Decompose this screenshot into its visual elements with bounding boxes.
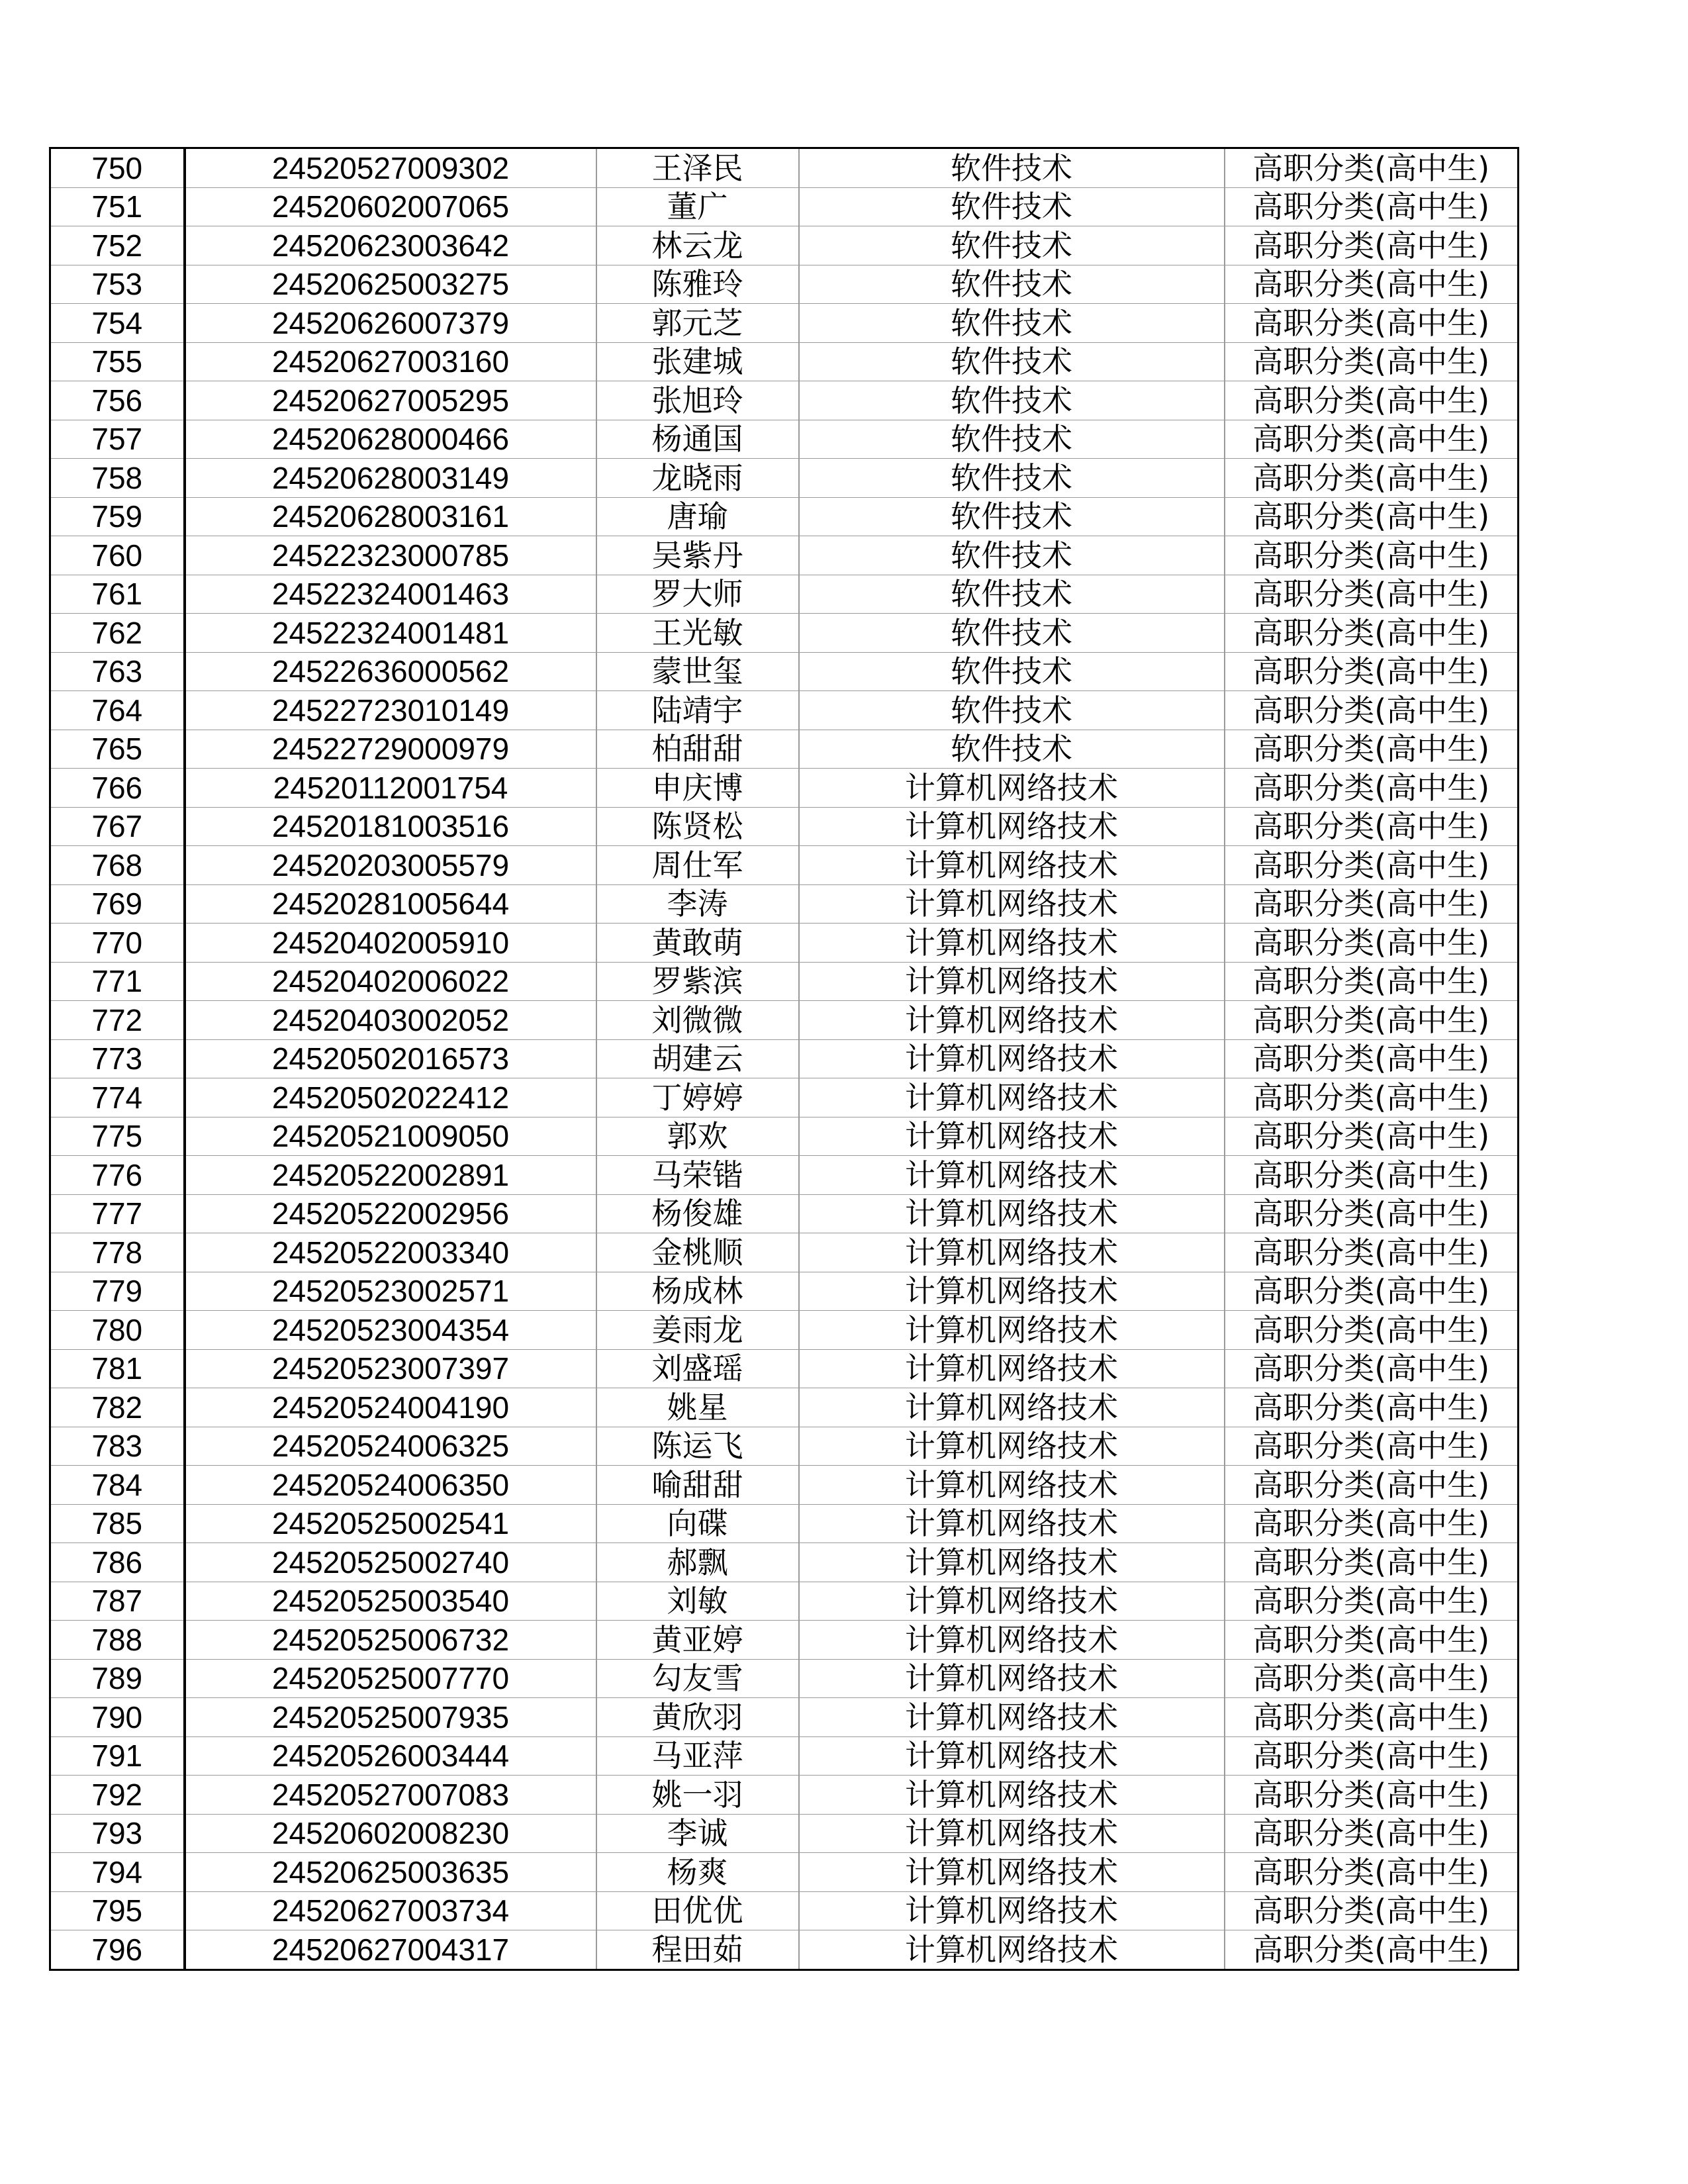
table-row (50, 304, 1519, 343)
table-row (50, 536, 1519, 575)
category-cell: 高职分类(高中生) (1225, 148, 1519, 188)
student-name-cell: 郝飘 (596, 1543, 799, 1582)
category-cell: 高职分类(高中生) (1225, 1891, 1519, 1930)
major-cell: 计算机网络技术 (799, 1621, 1225, 1660)
seq-number-cell: 771 (50, 962, 185, 1001)
category-cell: 高职分类(高中生) (1225, 1698, 1519, 1737)
seq-number-cell: 787 (50, 1582, 185, 1621)
major-cell: 软件技术 (799, 730, 1225, 769)
seq-number-cell: 776 (50, 1156, 185, 1195)
seq-number-cell: 753 (50, 265, 185, 304)
table-row (50, 1311, 1519, 1350)
table-row (50, 1736, 1519, 1776)
student-name-cell: 林云龙 (596, 226, 799, 265)
table-row (50, 1930, 1519, 1970)
exam-number-cell: 24520112001754 (185, 769, 596, 808)
category-cell: 高职分类(高中生) (1225, 304, 1519, 343)
student-name-cell: 陆靖宇 (596, 691, 799, 730)
seq-number-cell: 781 (50, 1349, 185, 1388)
exam-number-cell: 24520526003444 (185, 1736, 596, 1776)
category-cell: 高职分类(高中生) (1225, 1156, 1519, 1195)
table-row (50, 575, 1519, 614)
exam-number-cell: 24522636000562 (185, 652, 596, 691)
seq-number-cell: 755 (50, 342, 185, 381)
category-cell: 高职分类(高中生) (1225, 807, 1519, 846)
exam-number-cell: 24520602007065 (185, 187, 596, 226)
category-cell: 高职分类(高中生) (1225, 1427, 1519, 1466)
exam-number-cell: 24520523004354 (185, 1311, 596, 1350)
category-cell: 高职分类(高中生) (1225, 1659, 1519, 1698)
exam-number-cell: 24520625003635 (185, 1853, 596, 1892)
table-row (50, 1543, 1519, 1582)
major-cell: 计算机网络技术 (799, 1427, 1225, 1466)
category-cell: 高职分类(高中生) (1225, 1272, 1519, 1311)
table-row (50, 459, 1519, 498)
student-name-cell: 董广 (596, 187, 799, 226)
table-row (50, 614, 1519, 653)
major-cell: 软件技术 (799, 304, 1225, 343)
exam-number-cell: 24522324001463 (185, 575, 596, 614)
student-name-cell: 唐瑜 (596, 497, 799, 536)
student-name-cell: 马亚萍 (596, 1736, 799, 1776)
table-row (50, 1504, 1519, 1543)
student-name-cell: 刘盛瑶 (596, 1349, 799, 1388)
exam-number-cell: 24520627005295 (185, 381, 596, 420)
exam-number-cell: 24520522002891 (185, 1156, 596, 1195)
category-cell: 高职分类(高中生) (1225, 884, 1519, 924)
major-cell: 计算机网络技术 (799, 1272, 1225, 1311)
table-row (50, 1117, 1519, 1156)
exam-number-cell: 24522729000979 (185, 730, 596, 769)
table-row (50, 1272, 1519, 1311)
table-row (50, 1194, 1519, 1233)
table-row (50, 1582, 1519, 1621)
student-name-cell: 杨成林 (596, 1272, 799, 1311)
exam-number-cell: 24520626007379 (185, 304, 596, 343)
major-cell: 计算机网络技术 (799, 924, 1225, 963)
major-cell: 软件技术 (799, 459, 1225, 498)
major-cell: 计算机网络技术 (799, 1194, 1225, 1233)
seq-number-cell: 768 (50, 846, 185, 885)
student-name-cell: 周仕军 (596, 846, 799, 885)
table-row (50, 962, 1519, 1001)
major-cell: 计算机网络技术 (799, 1736, 1225, 1776)
seq-number-cell: 780 (50, 1311, 185, 1350)
exam-number-cell: 24520627003734 (185, 1891, 596, 1930)
table-row (50, 1776, 1519, 1815)
category-cell: 高职分类(高中生) (1225, 459, 1519, 498)
exam-number-cell: 24520522002956 (185, 1194, 596, 1233)
table-row (50, 1156, 1519, 1195)
category-cell: 高职分类(高中生) (1225, 342, 1519, 381)
category-cell: 高职分类(高中生) (1225, 1930, 1519, 1970)
exam-number-cell: 24520602008230 (185, 1814, 596, 1853)
student-name-cell: 罗大师 (596, 575, 799, 614)
exam-number-cell: 24520522003340 (185, 1233, 596, 1272)
seq-number-cell: 788 (50, 1621, 185, 1660)
exam-number-cell: 24520525006732 (185, 1621, 596, 1660)
major-cell: 计算机网络技术 (799, 1311, 1225, 1350)
category-cell: 高职分类(高中生) (1225, 846, 1519, 885)
seq-number-cell: 796 (50, 1930, 185, 1970)
major-cell: 计算机网络技术 (799, 962, 1225, 1001)
seq-number-cell: 759 (50, 497, 185, 536)
major-cell: 计算机网络技术 (799, 846, 1225, 885)
table-row (50, 1349, 1519, 1388)
major-cell: 软件技术 (799, 614, 1225, 653)
major-cell: 软件技术 (799, 148, 1225, 188)
category-cell: 高职分类(高中生) (1225, 1466, 1519, 1505)
seq-number-cell: 756 (50, 381, 185, 420)
major-cell: 计算机网络技术 (799, 1853, 1225, 1892)
seq-number-cell: 764 (50, 691, 185, 730)
major-cell: 软件技术 (799, 420, 1225, 459)
student-name-cell: 姜雨龙 (596, 1311, 799, 1350)
major-cell: 计算机网络技术 (799, 1039, 1225, 1078)
student-name-cell: 柏甜甜 (596, 730, 799, 769)
student-name-cell: 刘微微 (596, 1001, 799, 1040)
exam-number-cell: 24520524006350 (185, 1466, 596, 1505)
seq-number-cell: 782 (50, 1388, 185, 1427)
major-cell: 软件技术 (799, 536, 1225, 575)
student-name-cell: 吴紫丹 (596, 536, 799, 575)
seq-number-cell: 766 (50, 769, 185, 808)
exam-number-cell: 24520502016573 (185, 1039, 596, 1078)
major-cell: 软件技术 (799, 226, 1225, 265)
student-name-cell: 杨爽 (596, 1853, 799, 1892)
student-name-cell: 王光敏 (596, 614, 799, 653)
seq-number-cell: 767 (50, 807, 185, 846)
student-name-cell: 张旭玲 (596, 381, 799, 420)
category-cell: 高职分类(高中生) (1225, 265, 1519, 304)
table-row (50, 1078, 1519, 1117)
student-name-cell: 黄亚婷 (596, 1621, 799, 1660)
table-row (50, 1039, 1519, 1078)
seq-number-cell: 792 (50, 1776, 185, 1815)
exam-number-cell: 24520524004190 (185, 1388, 596, 1427)
major-cell: 软件技术 (799, 575, 1225, 614)
table-row (50, 652, 1519, 691)
exam-number-cell: 24520525002740 (185, 1543, 596, 1582)
major-cell: 计算机网络技术 (799, 1698, 1225, 1737)
exam-number-cell: 24520523002571 (185, 1272, 596, 1311)
seq-number-cell: 765 (50, 730, 185, 769)
category-cell: 高职分类(高中生) (1225, 691, 1519, 730)
exam-number-cell: 24520525002541 (185, 1504, 596, 1543)
major-cell: 计算机网络技术 (799, 1814, 1225, 1853)
student-name-cell: 黄敢萌 (596, 924, 799, 963)
table-row (50, 769, 1519, 808)
table-row (50, 342, 1519, 381)
exam-number-cell: 24520402006022 (185, 962, 596, 1001)
student-name-cell: 陈贤松 (596, 807, 799, 846)
category-cell: 高职分类(高中生) (1225, 187, 1519, 226)
student-name-cell: 龙晓雨 (596, 459, 799, 498)
table-row (50, 691, 1519, 730)
student-name-cell: 陈雅玲 (596, 265, 799, 304)
exam-number-cell: 24520627003160 (185, 342, 596, 381)
major-cell: 计算机网络技术 (799, 1776, 1225, 1815)
major-cell: 计算机网络技术 (799, 1930, 1225, 1970)
exam-number-cell: 24522723010149 (185, 691, 596, 730)
table-row (50, 187, 1519, 226)
major-cell: 计算机网络技术 (799, 1078, 1225, 1117)
exam-number-cell: 24520402005910 (185, 924, 596, 963)
exam-number-cell: 24520502022412 (185, 1078, 596, 1117)
table-row (50, 807, 1519, 846)
seq-number-cell: 791 (50, 1736, 185, 1776)
category-cell: 高职分类(高中生) (1225, 1311, 1519, 1350)
category-cell: 高职分类(高中生) (1225, 1117, 1519, 1156)
table-row (50, 381, 1519, 420)
student-name-cell: 姚一羽 (596, 1776, 799, 1815)
seq-number-cell: 772 (50, 1001, 185, 1040)
student-name-cell: 刘敏 (596, 1582, 799, 1621)
seq-number-cell: 752 (50, 226, 185, 265)
major-cell: 软件技术 (799, 497, 1225, 536)
table-row (50, 730, 1519, 769)
table-row (50, 226, 1519, 265)
category-cell: 高职分类(高中生) (1225, 924, 1519, 963)
seq-number-cell: 760 (50, 536, 185, 575)
student-name-cell: 勾友雪 (596, 1659, 799, 1698)
category-cell: 高职分类(高中生) (1225, 1504, 1519, 1543)
category-cell: 高职分类(高中生) (1225, 497, 1519, 536)
major-cell: 计算机网络技术 (799, 769, 1225, 808)
student-name-cell: 王泽民 (596, 148, 799, 188)
category-cell: 高职分类(高中生) (1225, 1388, 1519, 1427)
student-name-cell: 蒙世玺 (596, 652, 799, 691)
seq-number-cell: 775 (50, 1117, 185, 1156)
category-cell: 高职分类(高中生) (1225, 575, 1519, 614)
table-row (50, 884, 1519, 924)
seq-number-cell: 777 (50, 1194, 185, 1233)
student-name-cell: 杨俊雄 (596, 1194, 799, 1233)
seq-number-cell: 774 (50, 1078, 185, 1117)
major-cell: 计算机网络技术 (799, 1891, 1225, 1930)
table-row (50, 1621, 1519, 1660)
seq-number-cell: 758 (50, 459, 185, 498)
seq-number-cell: 751 (50, 187, 185, 226)
exam-number-cell: 24520525007770 (185, 1659, 596, 1698)
table-row (50, 1233, 1519, 1272)
student-name-cell: 姚星 (596, 1388, 799, 1427)
category-cell: 高职分类(高中生) (1225, 1233, 1519, 1272)
student-name-cell: 喻甜甜 (596, 1466, 799, 1505)
student-name-cell: 张建城 (596, 342, 799, 381)
student-name-cell: 田优优 (596, 1891, 799, 1930)
major-cell: 计算机网络技术 (799, 807, 1225, 846)
seq-number-cell: 761 (50, 575, 185, 614)
category-cell: 高职分类(高中生) (1225, 1001, 1519, 1040)
exam-number-cell: 24520623003642 (185, 226, 596, 265)
major-cell: 计算机网络技术 (799, 1156, 1225, 1195)
table-row (50, 1001, 1519, 1040)
category-cell: 高职分类(高中生) (1225, 1194, 1519, 1233)
student-name-cell: 李涛 (596, 884, 799, 924)
category-cell: 高职分类(高中生) (1225, 1543, 1519, 1582)
roster-table-body (50, 148, 1519, 1970)
major-cell: 软件技术 (799, 265, 1225, 304)
exam-number-cell: 24522324001481 (185, 614, 596, 653)
major-cell: 计算机网络技术 (799, 1466, 1225, 1505)
major-cell: 计算机网络技术 (799, 1659, 1225, 1698)
category-cell: 高职分类(高中生) (1225, 1776, 1519, 1815)
category-cell: 高职分类(高中生) (1225, 381, 1519, 420)
student-name-cell: 郭欢 (596, 1117, 799, 1156)
major-cell: 计算机网络技术 (799, 1504, 1225, 1543)
category-cell: 高职分类(高中生) (1225, 1736, 1519, 1776)
category-cell: 高职分类(高中生) (1225, 652, 1519, 691)
exam-number-cell: 24522323000785 (185, 536, 596, 575)
student-name-cell: 黄欣羽 (596, 1698, 799, 1737)
seq-number-cell: 785 (50, 1504, 185, 1543)
student-name-cell: 陈运飞 (596, 1427, 799, 1466)
seq-number-cell: 779 (50, 1272, 185, 1311)
table-row (50, 1853, 1519, 1892)
category-cell: 高职分类(高中生) (1225, 420, 1519, 459)
major-cell: 计算机网络技术 (799, 1582, 1225, 1621)
category-cell: 高职分类(高中生) (1225, 1078, 1519, 1117)
seq-number-cell: 789 (50, 1659, 185, 1698)
category-cell: 高职分类(高中生) (1225, 1621, 1519, 1660)
seq-number-cell: 769 (50, 884, 185, 924)
seq-number-cell: 763 (50, 652, 185, 691)
exam-number-cell: 24520628003149 (185, 459, 596, 498)
major-cell: 软件技术 (799, 381, 1225, 420)
student-name-cell: 丁婷婷 (596, 1078, 799, 1117)
seq-number-cell: 770 (50, 924, 185, 963)
category-cell: 高职分类(高中生) (1225, 614, 1519, 653)
student-name-cell: 李诚 (596, 1814, 799, 1853)
major-cell: 计算机网络技术 (799, 884, 1225, 924)
exam-number-cell: 24520628003161 (185, 497, 596, 536)
major-cell: 计算机网络技术 (799, 1349, 1225, 1388)
student-name-cell: 金桃顺 (596, 1233, 799, 1272)
exam-number-cell: 24520524006325 (185, 1427, 596, 1466)
table-row (50, 1388, 1519, 1427)
major-cell: 软件技术 (799, 342, 1225, 381)
category-cell: 高职分类(高中生) (1225, 730, 1519, 769)
category-cell: 高职分类(高中生) (1225, 536, 1519, 575)
category-cell: 高职分类(高中生) (1225, 1582, 1519, 1621)
admission-roster-table (49, 147, 1519, 1971)
table-row (50, 1427, 1519, 1466)
table-row (50, 1698, 1519, 1737)
table-row (50, 265, 1519, 304)
student-name-cell: 杨通国 (596, 420, 799, 459)
exam-number-cell: 24520281005644 (185, 884, 596, 924)
table-row (50, 148, 1519, 188)
exam-number-cell: 24520181003516 (185, 807, 596, 846)
category-cell: 高职分类(高中生) (1225, 1349, 1519, 1388)
seq-number-cell: 784 (50, 1466, 185, 1505)
table-row (50, 497, 1519, 536)
table-row (50, 924, 1519, 963)
category-cell: 高职分类(高中生) (1225, 1039, 1519, 1078)
seq-number-cell: 795 (50, 1891, 185, 1930)
category-cell: 高职分类(高中生) (1225, 1814, 1519, 1853)
seq-number-cell: 786 (50, 1543, 185, 1582)
seq-number-cell: 778 (50, 1233, 185, 1272)
major-cell: 计算机网络技术 (799, 1233, 1225, 1272)
major-cell: 计算机网络技术 (799, 1388, 1225, 1427)
exam-number-cell: 24520525007935 (185, 1698, 596, 1737)
exam-number-cell: 24520627004317 (185, 1930, 596, 1970)
student-name-cell: 郭元芝 (596, 304, 799, 343)
category-cell: 高职分类(高中生) (1225, 962, 1519, 1001)
table-row (50, 1659, 1519, 1698)
exam-number-cell: 24520523007397 (185, 1349, 596, 1388)
student-name-cell: 胡建云 (596, 1039, 799, 1078)
student-name-cell: 向碟 (596, 1504, 799, 1543)
table-row (50, 1891, 1519, 1930)
seq-number-cell: 790 (50, 1698, 185, 1737)
exam-number-cell: 24520527009302 (185, 148, 596, 188)
major-cell: 计算机网络技术 (799, 1117, 1225, 1156)
seq-number-cell: 750 (50, 148, 185, 188)
exam-number-cell: 24520521009050 (185, 1117, 596, 1156)
student-name-cell: 程田茹 (596, 1930, 799, 1970)
seq-number-cell: 773 (50, 1039, 185, 1078)
student-name-cell: 马荣锴 (596, 1156, 799, 1195)
category-cell: 高职分类(高中生) (1225, 226, 1519, 265)
major-cell: 软件技术 (799, 691, 1225, 730)
exam-number-cell: 24520403002052 (185, 1001, 596, 1040)
table-row (50, 420, 1519, 459)
exam-number-cell: 24520625003275 (185, 265, 596, 304)
seq-number-cell: 757 (50, 420, 185, 459)
seq-number-cell: 754 (50, 304, 185, 343)
seq-number-cell: 793 (50, 1814, 185, 1853)
exam-number-cell: 24520527007083 (185, 1776, 596, 1815)
table-row (50, 1466, 1519, 1505)
category-cell: 高职分类(高中生) (1225, 1853, 1519, 1892)
major-cell: 软件技术 (799, 652, 1225, 691)
table-row (50, 846, 1519, 885)
category-cell: 高职分类(高中生) (1225, 769, 1519, 808)
exam-number-cell: 24520628000466 (185, 420, 596, 459)
exam-number-cell: 24520203005579 (185, 846, 596, 885)
student-name-cell: 申庆博 (596, 769, 799, 808)
exam-number-cell: 24520525003540 (185, 1582, 596, 1621)
major-cell: 计算机网络技术 (799, 1543, 1225, 1582)
major-cell: 软件技术 (799, 187, 1225, 226)
seq-number-cell: 783 (50, 1427, 185, 1466)
seq-number-cell: 794 (50, 1853, 185, 1892)
table-row (50, 1814, 1519, 1853)
major-cell: 计算机网络技术 (799, 1001, 1225, 1040)
student-name-cell: 罗紫滨 (596, 962, 799, 1001)
seq-number-cell: 762 (50, 614, 185, 653)
